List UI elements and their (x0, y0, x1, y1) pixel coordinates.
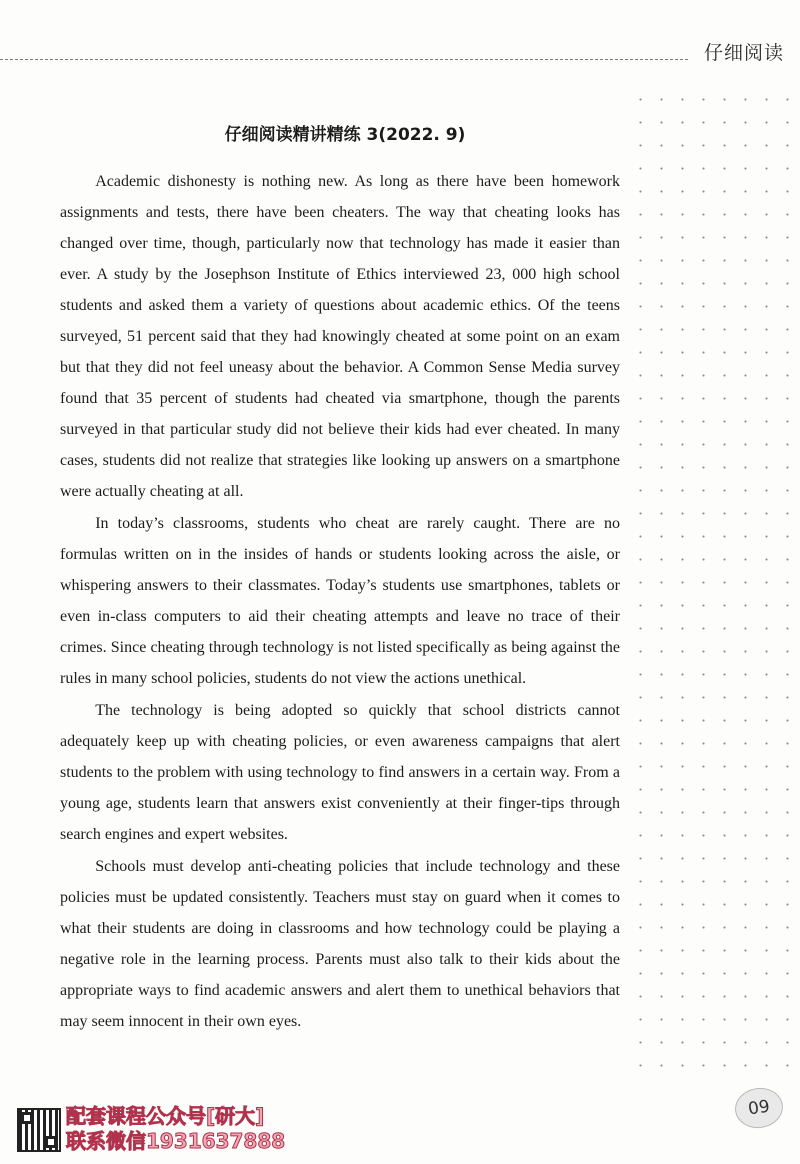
paragraph-2: In today’s classrooms, students who cheat are rarely caught. There are no formulas written on in the insides of hands or students looking across the aisle, or whispering answers to their classmates. Today’s students use smartphones, tablets or even in-class computers to aid their cheating attempts and leave no trace of their crimes. Since cheating through technology is not listed specifically as being against the rules in many school policies, students do not view the actions unethical. (60, 515, 620, 687)
dot-grid-margin (630, 88, 800, 1078)
article-title: 仔细阅读精讲精练 3(2022. 9) (224, 125, 466, 145)
paragraph-1: Academic dishonesty is nothing new. As long as there have been homework assignments and tests, there have been cheaters. The way that cheating looks has changed over time, though, particularly now that technology has made it easier than ever. A study by the Josephson Institute of Ethics interviewed 23, 000 high school students and asked them a variety of questions about academic ethics. Of the teens surveyed, 51 percent said that they had knowingly cheated at some point on an exam but that they did not feel uneasy about the behavior. A Common Sense Media survey found that 35 percent of students had cheated via smartphone, though the parents surveyed in that particular study did not believe their kids had ever cheated. In many cases, students did not realize that strategies like looking up answers on a smartphone were actually cheating at all. (60, 173, 620, 500)
paragraph-3: The technology is being adopted so quickly that school districts cannot adequately keep up with cheating policies, or even awareness campaigns that alert students to the problem with using technology to find answers in a certain way. From a young age, students learn that answers exist conveniently at their finger-tips through search engines and expert websites. (60, 702, 620, 843)
paragraph-4: Schools must develop anti-cheating policies that include technology and these policies must be updated consistently. Teachers must stay on guard when it comes to what their students are doing in classrooms and how technology could be playing a negative role in the learning process. Parents must also talk to their kids about the appropriate ways to find academic answers and alert them to unethical behaviors that may seem innocent in their own eyes. (60, 858, 620, 1030)
promo-line-2: 联系微信1931637888 (66, 1129, 286, 1153)
promo-line-1: 配套课程公众号[研大] (66, 1104, 265, 1128)
qr-code-icon (17, 1108, 61, 1152)
section-title: 仔细阅读 (703, 42, 784, 64)
promo-text (66, 1104, 285, 1154)
article-body (60, 166, 620, 1038)
header-divider (0, 59, 688, 60)
page-number: 09 (732, 1085, 785, 1131)
